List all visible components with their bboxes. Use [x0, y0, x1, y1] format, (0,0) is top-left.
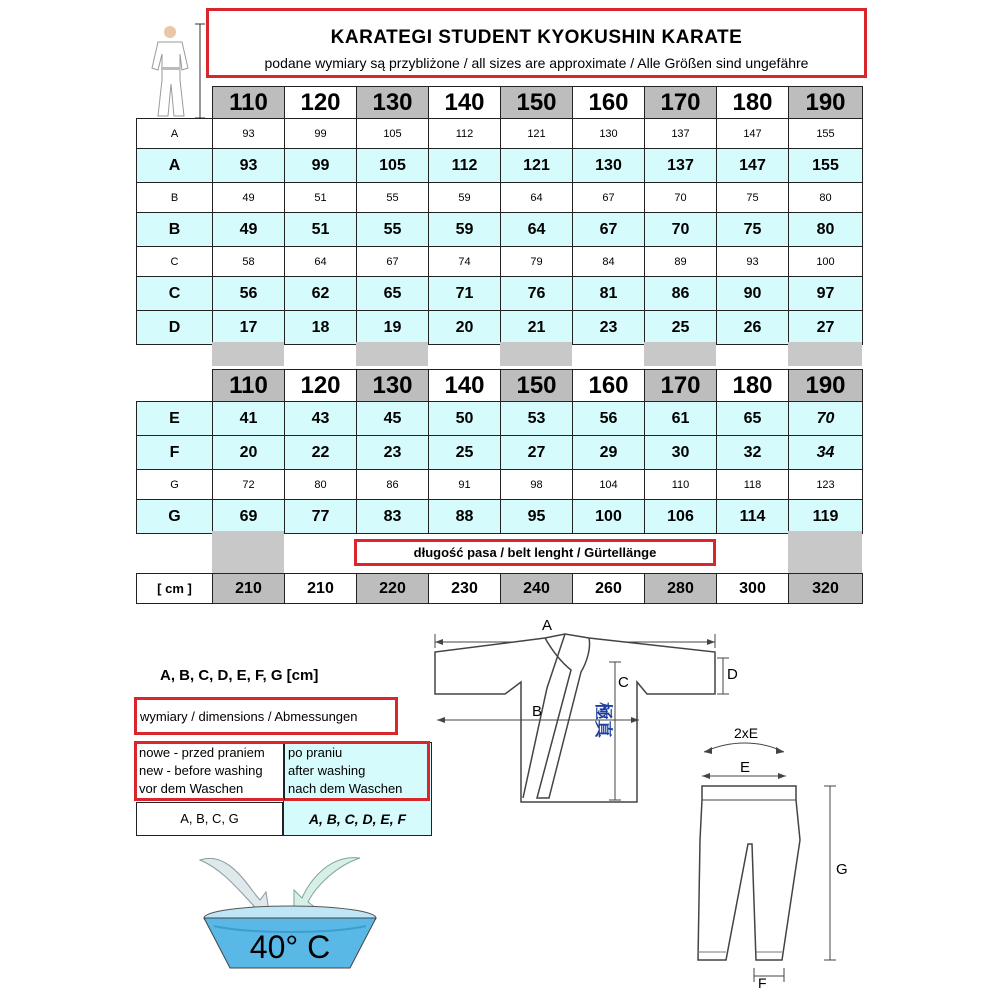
- table-cell: 25: [645, 311, 717, 345]
- table-cell: 83: [357, 500, 429, 534]
- belt-value: 280: [645, 574, 717, 604]
- row-label: E: [137, 402, 213, 436]
- size-190: 190: [789, 87, 863, 119]
- belt-length-label-box: [354, 539, 716, 566]
- dimension-c: C: [618, 674, 629, 691]
- column-strip: [788, 342, 862, 366]
- table-cell: 147: [717, 149, 789, 183]
- table-cell: 99: [285, 149, 357, 183]
- table-cell: 41: [213, 402, 285, 436]
- table-row: [137, 213, 863, 247]
- size-120: 120: [285, 370, 357, 402]
- page-title: KARATEGI STUDENT KYOKUSHIN KARATE: [330, 27, 743, 48]
- row-label: F: [137, 436, 213, 470]
- row-label: D: [137, 311, 213, 345]
- table-cell: 72: [213, 470, 285, 500]
- table-row: [137, 277, 863, 311]
- table-cell: 93: [213, 149, 285, 183]
- table-row: [137, 436, 863, 470]
- size-190: 190: [789, 370, 863, 402]
- table-cell: 18: [285, 311, 357, 345]
- row-label: A: [137, 119, 213, 149]
- table-cell: 21: [501, 311, 573, 345]
- row-label: C: [137, 277, 213, 311]
- size-110: 110: [213, 370, 285, 402]
- table-cell: 130: [573, 149, 645, 183]
- table-cell: 67: [357, 247, 429, 277]
- table-cell: 80: [285, 470, 357, 500]
- table-cell: 155: [789, 119, 863, 149]
- column-strip: [356, 342, 428, 366]
- size-130: 130: [357, 87, 429, 119]
- table-cell: 95: [501, 500, 573, 534]
- karateka-figure-icon: [138, 20, 212, 120]
- table-cell: 55: [357, 183, 429, 213]
- size-180: 180: [717, 87, 789, 119]
- column-strip: [788, 531, 862, 573]
- table-cell: 93: [717, 247, 789, 277]
- table-cell: 65: [717, 402, 789, 436]
- table-cell: 86: [645, 277, 717, 311]
- size-170: 170: [645, 87, 717, 119]
- size-130: 130: [357, 370, 429, 402]
- table-cell: 84: [573, 247, 645, 277]
- belt-value: 260: [573, 574, 645, 604]
- belt-value: 300: [717, 574, 789, 604]
- jacket-size-table: [136, 118, 863, 345]
- title-box: [206, 8, 867, 78]
- table-cell: 100: [789, 247, 863, 277]
- belt-length-table: [136, 573, 863, 604]
- table-cell: 53: [501, 402, 573, 436]
- column-strip: [500, 342, 572, 366]
- dimension-e: E: [740, 759, 751, 776]
- size-header-1: [212, 86, 863, 119]
- table-row: [137, 402, 863, 436]
- size-110: 110: [213, 87, 285, 119]
- before-washing-en: new - before washing: [139, 763, 263, 778]
- table-cell: 19: [357, 311, 429, 345]
- size-170: 170: [645, 370, 717, 402]
- belt-value: 210: [285, 574, 357, 604]
- dimensions-label: wymiary / dimensions / Abmessungen: [140, 709, 358, 724]
- table-cell: 97: [789, 277, 863, 311]
- dimension-g: G: [836, 861, 848, 878]
- table-cell: 65: [357, 277, 429, 311]
- table-cell: 59: [429, 213, 501, 247]
- table-cell: 130: [573, 119, 645, 149]
- table-cell: 22: [285, 436, 357, 470]
- size-160: 160: [573, 87, 645, 119]
- row-label: C: [137, 247, 213, 277]
- table-cell: 58: [213, 247, 285, 277]
- table-cell: 23: [573, 311, 645, 345]
- table-cell: 23: [357, 436, 429, 470]
- table-cell: 70: [645, 213, 717, 247]
- big-letters-cell: [283, 802, 432, 836]
- table-row: [137, 119, 863, 149]
- belt-value: 320: [789, 574, 863, 604]
- size-140: 140: [429, 87, 501, 119]
- table-cell: 118: [717, 470, 789, 500]
- table-cell: 29: [573, 436, 645, 470]
- table-cell: 105: [357, 119, 429, 149]
- table-cell: 88: [429, 500, 501, 534]
- table-row: [137, 149, 863, 183]
- table-cell: 56: [213, 277, 285, 311]
- size-header-2: [212, 369, 863, 402]
- row-label: A: [137, 149, 213, 183]
- table-cell: 75: [717, 183, 789, 213]
- table-cell: 27: [789, 311, 863, 345]
- dimensions-label-box: [134, 697, 398, 735]
- table-cell: 105: [357, 149, 429, 183]
- table-cell: 81: [573, 277, 645, 311]
- pants-diagram: [690, 720, 870, 990]
- table-cell: 86: [357, 470, 429, 500]
- legend-heading: A, B, C, D, E, F, G [cm]: [160, 667, 319, 684]
- logo-mark-icon: 極真: [593, 702, 613, 738]
- table-row: [137, 500, 863, 534]
- table-cell: 155: [789, 149, 863, 183]
- table-cell: 121: [501, 149, 573, 183]
- table-cell: 64: [501, 183, 573, 213]
- table-cell: 32: [717, 436, 789, 470]
- size-140: 140: [429, 370, 501, 402]
- table-cell: 137: [645, 119, 717, 149]
- table-cell: 26: [717, 311, 789, 345]
- table-cell: 43: [285, 402, 357, 436]
- belt-value: 210: [213, 574, 285, 604]
- table-cell: 100: [573, 500, 645, 534]
- table-cell: 89: [645, 247, 717, 277]
- table-cell: 45: [357, 402, 429, 436]
- after-washing-en: after washing: [288, 763, 366, 778]
- table-cell: 79: [501, 247, 573, 277]
- table-cell: 50: [429, 402, 501, 436]
- table-cell: 137: [645, 149, 717, 183]
- table-cell: 112: [429, 119, 501, 149]
- dimension-a: A: [542, 617, 553, 634]
- table-cell: 67: [573, 183, 645, 213]
- dimension-b: B: [532, 703, 543, 720]
- table-cell: 62: [285, 277, 357, 311]
- table-cell: 99: [285, 119, 357, 149]
- belt-unit: [ cm ]: [137, 574, 213, 604]
- size-180: 180: [717, 370, 789, 402]
- table-cell: 34: [789, 436, 863, 470]
- size-120: 120: [285, 87, 357, 119]
- after-washing-de: nach dem Waschen: [288, 781, 403, 796]
- before-washing-de: vor dem Waschen: [139, 781, 244, 796]
- table-cell: 51: [285, 183, 357, 213]
- table-row: [137, 311, 863, 345]
- table-cell: 121: [501, 119, 573, 149]
- after-washing-pl: po praniu: [288, 745, 343, 760]
- belt-length-label: długość pasa / belt lenght / Gürtellänge: [413, 545, 657, 560]
- table-cell: 59: [429, 183, 501, 213]
- row-label: B: [137, 213, 213, 247]
- big-letters: A, B, C, D, E, F: [308, 811, 407, 827]
- belt-value: 240: [501, 574, 573, 604]
- table-cell: 49: [213, 183, 285, 213]
- table-cell: 70: [645, 183, 717, 213]
- row-label: B: [137, 183, 213, 213]
- table-cell: 55: [357, 213, 429, 247]
- column-strip: [644, 342, 716, 366]
- table-cell: 30: [645, 436, 717, 470]
- table-cell: 27: [501, 436, 573, 470]
- table-cell: 98: [501, 470, 573, 500]
- wash-temperature: 40° C: [249, 929, 331, 965]
- table-cell: 51: [285, 213, 357, 247]
- table-cell: 106: [645, 500, 717, 534]
- table-cell: 70: [789, 402, 863, 436]
- size-160: 160: [573, 370, 645, 402]
- table-cell: 93: [213, 119, 285, 149]
- table-cell: 77: [285, 500, 357, 534]
- dimension-2xe: 2xE: [734, 725, 759, 741]
- table-cell: 104: [573, 470, 645, 500]
- page-subtitle: podane wymiary są przybliżone / all sizes are approximate / Alle Größen sind ungefähre: [264, 55, 809, 71]
- dimension-f: F: [758, 975, 767, 990]
- table-cell: 114: [717, 500, 789, 534]
- table-cell: 80: [789, 183, 863, 213]
- table-row: [137, 470, 863, 500]
- table-row: [137, 247, 863, 277]
- table-cell: 147: [717, 119, 789, 149]
- table-cell: 49: [213, 213, 285, 247]
- table-cell: 71: [429, 277, 501, 311]
- table-cell: 90: [717, 277, 789, 311]
- table-row: [137, 183, 863, 213]
- size-150: 150: [501, 87, 573, 119]
- table-cell: 76: [501, 277, 573, 311]
- table-cell: 75: [717, 213, 789, 247]
- table-cell: 20: [213, 436, 285, 470]
- pants-size-table: [136, 401, 863, 534]
- table-cell: 64: [501, 213, 573, 247]
- belt-value: 230: [429, 574, 501, 604]
- belt-value: 220: [357, 574, 429, 604]
- table-cell: 80: [789, 213, 863, 247]
- washing-legend-box: [134, 741, 430, 801]
- table-cell: 61: [645, 402, 717, 436]
- column-strip: [212, 531, 284, 573]
- small-letters-cell: [136, 802, 283, 836]
- row-label: G: [137, 500, 213, 534]
- table-cell: 91: [429, 470, 501, 500]
- table-cell: 74: [429, 247, 501, 277]
- column-strip: [212, 342, 284, 366]
- table-cell: 64: [285, 247, 357, 277]
- table-cell: 67: [573, 213, 645, 247]
- wash-basin-icon: [190, 850, 390, 975]
- table-cell: 20: [429, 311, 501, 345]
- size-150: 150: [501, 370, 573, 402]
- table-cell: 119: [789, 500, 863, 534]
- table-cell: 69: [213, 500, 285, 534]
- before-washing-pl: nowe - przed praniem: [139, 745, 265, 760]
- table-cell: 56: [573, 402, 645, 436]
- table-cell: 110: [645, 470, 717, 500]
- table-cell: 17: [213, 311, 285, 345]
- table-cell: 123: [789, 470, 863, 500]
- table-cell: 112: [429, 149, 501, 183]
- small-letters: A, B, C, G: [180, 811, 239, 826]
- row-label: G: [137, 470, 213, 500]
- dimension-d: D: [727, 666, 738, 683]
- table-cell: 25: [429, 436, 501, 470]
